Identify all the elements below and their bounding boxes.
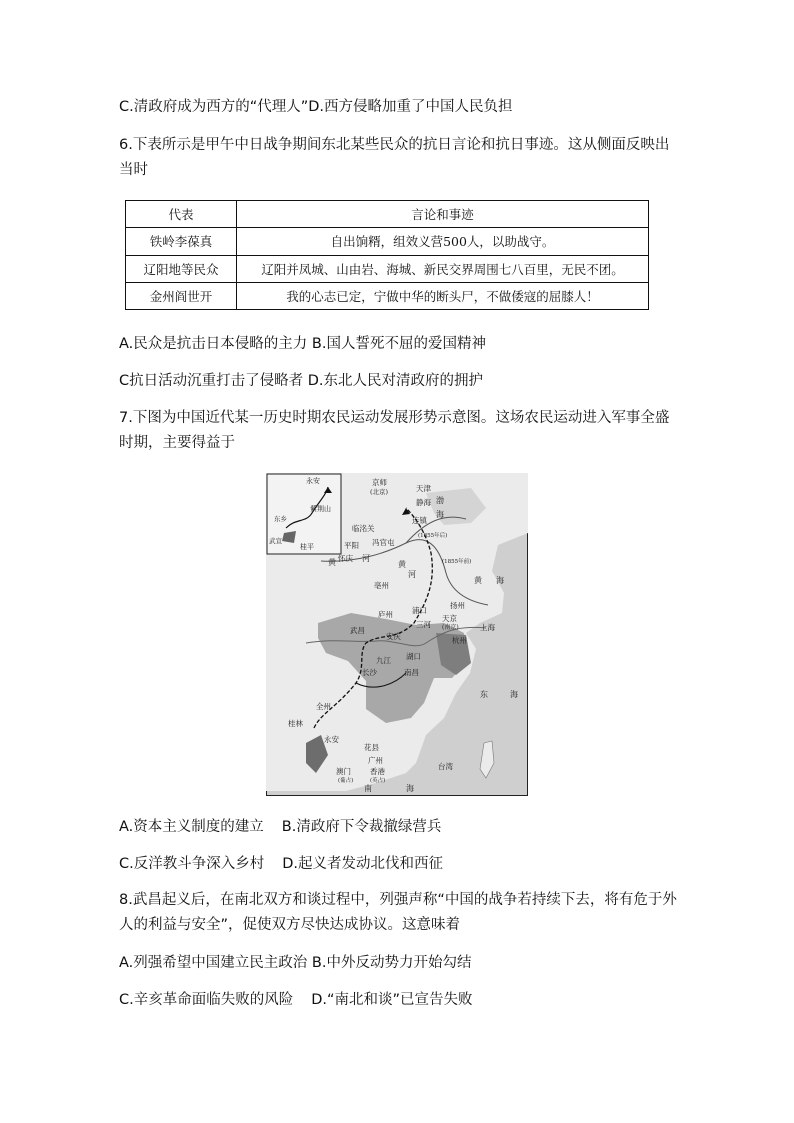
map-label: (1855年后) bbox=[418, 533, 448, 539]
table-row bbox=[126, 282, 649, 309]
q8-option-a: A.列强希望中国建立民主政治 bbox=[119, 955, 308, 971]
q6-option-b: B.国人誓死不屈的爱国精神 bbox=[311, 336, 486, 352]
map-label: 桂平 bbox=[300, 543, 314, 551]
map-label: 湖口 bbox=[406, 652, 421, 661]
map-label: 武宣 bbox=[269, 537, 282, 545]
q6-stem: 6.下表所示是甲午中日战争期间东北某些民众的抗日言论和抗日事迹。这从侧面反映出当时 bbox=[119, 137, 670, 178]
map-label: 长沙 bbox=[362, 668, 377, 677]
q8-option-c: C.辛亥革命面临失败的风险 bbox=[119, 992, 294, 1008]
q7-option-c: C.反洋教斗争深入乡村 bbox=[119, 856, 265, 872]
map-label: 庐州 bbox=[378, 610, 393, 619]
table-header-cell: 代表 bbox=[126, 201, 237, 228]
q5-option-d: D.西方侵略加重了中国人民负担 bbox=[308, 99, 513, 115]
map-label: 桂林 bbox=[288, 719, 303, 728]
map-label: 三河 bbox=[416, 620, 431, 629]
map-label: 台湾 bbox=[438, 762, 453, 771]
table-cell: 辽阳并凤城、山由岩、海城、新民交界周围七八百里，无民不团。 bbox=[237, 255, 649, 282]
q8-options-cd bbox=[119, 990, 473, 1010]
map-label: 永安 bbox=[306, 477, 320, 485]
map-label: 临洺关 bbox=[352, 524, 375, 533]
map-label: 海 bbox=[510, 690, 518, 699]
q6-option-d: D.东北人民对清政府的拥护 bbox=[307, 373, 484, 389]
map-label: 亳州 bbox=[374, 581, 389, 590]
q8-option-d: D.“南北和谈”已宣告失败 bbox=[311, 992, 473, 1008]
q8-option-b: B.中外反动势力开始勾结 bbox=[311, 955, 472, 971]
map-label: 静海 bbox=[416, 498, 431, 507]
map-label: (1855年前) bbox=[442, 559, 472, 565]
map-label: 河 bbox=[362, 554, 370, 563]
map-label: 黄 bbox=[328, 558, 336, 567]
map-label: 冯官屯 bbox=[372, 538, 395, 547]
table-cell: 我的心志已定，宁做中华的断头尸，不做倭寇的屈膝人！ bbox=[237, 282, 649, 309]
map-label: 香港 bbox=[370, 767, 385, 776]
map-label: 天京 bbox=[442, 614, 457, 623]
table-cell: 金州阎世开 bbox=[126, 282, 237, 309]
map-label: 广州 bbox=[368, 756, 383, 765]
map-label: 东乡 bbox=[274, 515, 287, 523]
q8-stem: 8.武昌起义后，在南北双方和谈过程中，列强声称“中国的战争若持续下去，将有危于外人的利益与安全”，促使双方尽快达成协议。这意味着 bbox=[119, 892, 677, 933]
q7-option-d: D.起义者发动北伐和西征 bbox=[282, 856, 444, 872]
map-label: 武昌 bbox=[350, 626, 365, 635]
map-label: (葡占) bbox=[338, 778, 354, 784]
map-label: 黄 bbox=[474, 576, 482, 585]
q5-option-c: C.清政府成为西方的“代理人” bbox=[119, 99, 309, 115]
map-label: (英占) bbox=[370, 778, 386, 784]
table-row bbox=[126, 228, 649, 255]
map-label: 渤 bbox=[436, 496, 444, 505]
map-label: 黄 bbox=[398, 560, 406, 569]
table-cell: 铁岭李葆真 bbox=[126, 228, 237, 255]
map-label: 上海 bbox=[480, 623, 495, 632]
q7-options-ab bbox=[119, 817, 441, 837]
map-label: 浦口 bbox=[412, 606, 427, 615]
q6-table bbox=[125, 200, 649, 310]
q6-options-cd bbox=[119, 371, 483, 391]
table-header-cell: 言论和事迹 bbox=[237, 201, 649, 228]
map-label: 扬州 bbox=[450, 601, 465, 610]
map-label: 杭州 bbox=[452, 636, 467, 645]
q5-options-cd bbox=[119, 97, 513, 117]
map-label: 京师 bbox=[372, 478, 387, 487]
map-label: 花县 bbox=[364, 743, 379, 752]
q7-option-b: B.清政府下令裁撤绿营兵 bbox=[281, 819, 442, 835]
q6-options-ab bbox=[119, 334, 486, 354]
map-label: 九江 bbox=[376, 656, 391, 665]
table-header-row bbox=[126, 201, 649, 228]
q7-option-a: A.资本主义制度的建立 bbox=[119, 819, 264, 835]
map-label: 河 bbox=[408, 570, 416, 579]
map-label: 澳门 bbox=[336, 767, 351, 776]
map-label: 紫荆山 bbox=[310, 505, 331, 513]
map-label: 东 bbox=[480, 690, 488, 699]
map-label: 天津 bbox=[416, 484, 431, 493]
map-label: 怀庆 bbox=[338, 554, 353, 563]
taiping-map bbox=[266, 473, 528, 796]
map-label: 全州 bbox=[316, 702, 331, 711]
table-cell: 辽阳地等民众 bbox=[126, 255, 237, 282]
map-label: 平阳 bbox=[344, 541, 359, 550]
map-label: 海 bbox=[436, 510, 444, 519]
q8-options-ab bbox=[119, 953, 471, 973]
q7-stem: 7.下图为中国近代某一历史时期农民运动发展形势示意图。这场农民运动进入军事全盛时期，主要得益于 bbox=[119, 410, 670, 451]
map-label: 安庆 bbox=[386, 632, 401, 641]
q6-option-a: A.民众是抗击日本侵略的主力 bbox=[119, 336, 308, 352]
q6-option-c: C抗日活动沉重打击了侵略者 bbox=[119, 373, 304, 389]
map-label: 连镇 bbox=[412, 516, 427, 525]
map-label: 南 bbox=[364, 784, 372, 793]
table-cell: 自出饷糈，组效义营500人，以助战守。 bbox=[237, 228, 649, 255]
q7-options-cd bbox=[119, 854, 443, 874]
map-label: 南昌 bbox=[404, 668, 419, 677]
map-label: 海 bbox=[406, 784, 414, 793]
table-row bbox=[126, 255, 649, 282]
map-label: 永安 bbox=[324, 735, 339, 744]
map-label: (南京) bbox=[442, 624, 459, 631]
map-label: 海 bbox=[496, 576, 504, 585]
map-label: (北京) bbox=[370, 488, 389, 496]
